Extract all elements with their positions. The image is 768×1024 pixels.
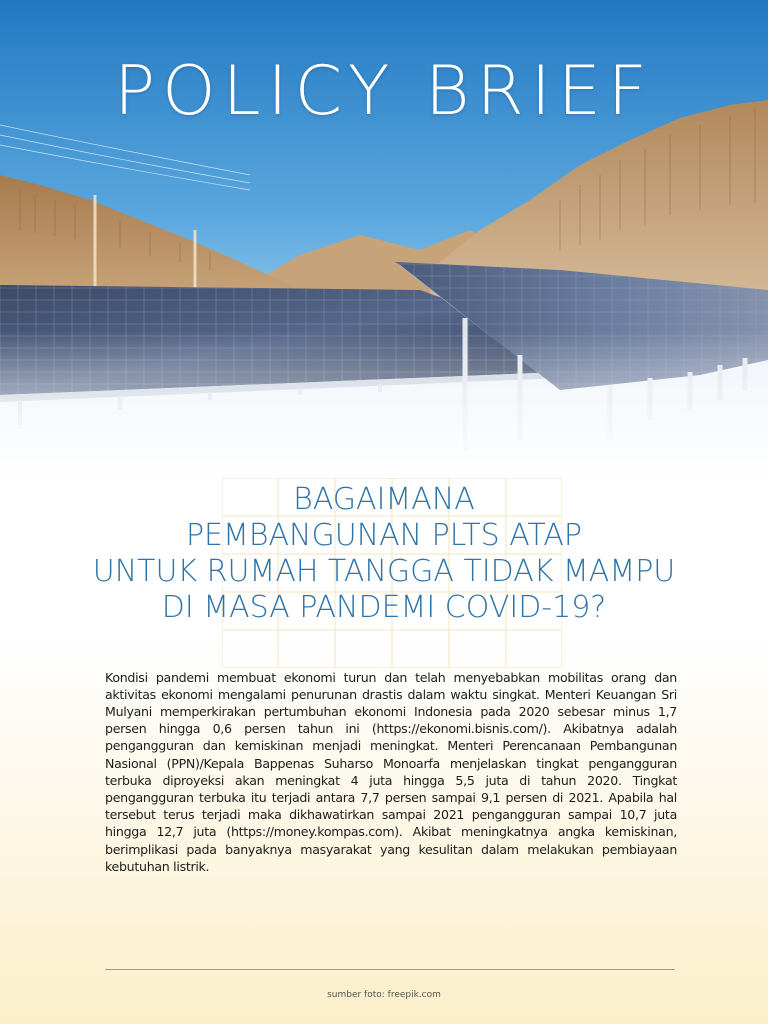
headline-line-3: UNTUK RUMAH TANGGA TIDAK MAMPU — [92, 554, 676, 589]
headline-line-1: BAGAIMANA — [293, 482, 475, 517]
headline-line-4: DI MASA PANDEMI COVID-19? — [161, 590, 607, 625]
photo-credit: sumber foto: freepik.com — [327, 990, 441, 1000]
policy-brief-title: POLICY BRIEF — [114, 52, 654, 131]
headline — [0, 482, 768, 626]
photo-fade — [0, 330, 768, 480]
headline-line-2: PEMBANGUNAN PLTS ATAP — [185, 518, 583, 553]
divider-line — [105, 969, 675, 970]
body-paragraph: Kondisi pandemi membuat ekonomi turun dan telah menyebabkan mobilitas orang dan aktivitas ekonomi mengalami penurunan drastis dalam waktu singkat. Menteri Keuangan Sri Mulyani memperkirakan pertumbuhan ekonomi Indonesia pada 2020 sebesar minus 1,7 persen hingga 0,6 persen tahun ini (https://ekonomi.bisnis.com/). Akibatnya adalah pengangguran dan kemiskinan menjadi meningkat. Menteri Perencanaan Pembangunan Nasional (PPN)/Kepala Bappenas Suharso Monoarfa menjelaskan tingkat pengangguran terbuka diproyeksi akan meningkat 4 juta hingga 5,5 juta di tahun 2020. Tingkat pengangguran terbuka itu terjadi antara 7,7 persen sampai 9,1 persen di 2021. Apabila hal tersebut terus terjadi maka dikhawatirkan sampai 2021 pengangguran sampai 10,7 juta hingga 12,7 juta (https://money.kompas.com). Akibat meningkatnya angka kemiskinan, berimplikasi pada banyaknya masyarakat yang kesulitan dalam melakukan pembiayaan kebutuhan listrik. — [105, 669, 677, 874]
